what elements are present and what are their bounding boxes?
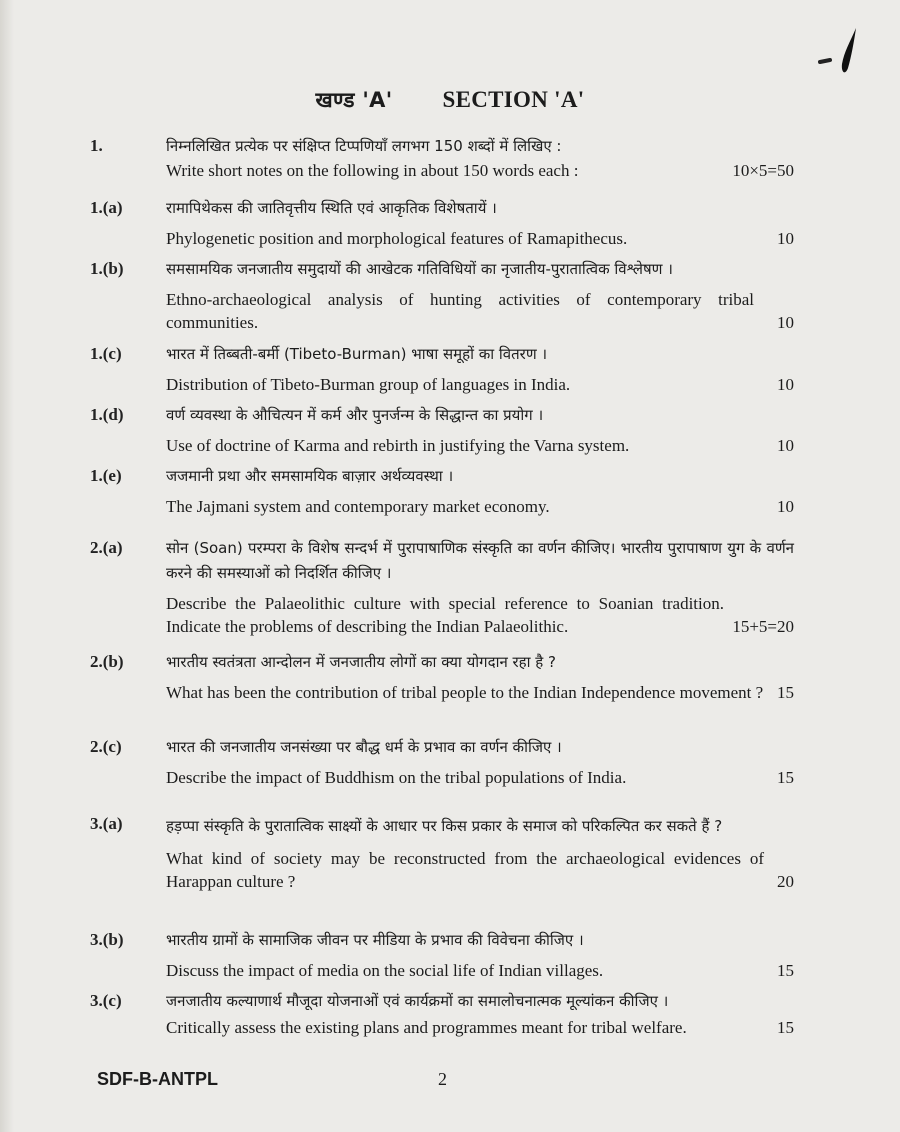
question-1d [80, 403, 800, 457]
question-2a [80, 536, 800, 638]
question-1e [80, 464, 800, 518]
question-marks: 15 [777, 768, 794, 787]
question-english: What has been the contribution of tribal people to the Indian Independence movement ? [166, 683, 764, 702]
question-english: Use of doctrine of Karma and rebirth in justifying the Varna system. [166, 436, 630, 455]
question-number: 1.(b) [90, 259, 124, 278]
question-text-hindi: भारत में तिब्बती-बर्मी (Tibeto-Burman) भाषा समूहों का वितरण । [166, 345, 548, 363]
question-text-english [166, 959, 794, 982]
question-number: 2.(b) [90, 652, 124, 671]
question-1b [80, 257, 800, 334]
question-text-english [166, 681, 794, 704]
question-number: 3.(c) [90, 991, 122, 1010]
question-text-english [166, 288, 794, 334]
question-english: Distribution of Tibeto-Burman group of languages in India. [166, 375, 571, 394]
question-marks: 10 [777, 436, 794, 455]
question-text-hindi: जजमानी प्रथा और समसामयिक बाज़ार अर्थव्यवस्था । [166, 467, 454, 485]
question-marks: 15 [777, 1018, 794, 1037]
question-text-hindi: समसामयिक जनजातीय समुदायों की आखेटक गतिविधियों का नृजातीय-पुरातात्विक विश्लेषण । [166, 260, 673, 278]
section-heading-hindi: खण्ड 'A' [315, 88, 393, 112]
question-number: 1.(a) [90, 198, 123, 217]
question-english: Describe the Palaeolithic culture with special reference to Soanian tradition. Indicate the problems of describing the Indian Palaeolithic. [166, 594, 724, 636]
question-text-hindi: वर्ण व्यवस्था के औचित्यन में कर्म और पुनर्जन्म के सिद्धान्त का प्रयोग । [166, 406, 544, 424]
question-3a [80, 812, 800, 893]
question-text-hindi: भारतीय ग्रामों के सामाजिक जीवन पर मीडिया के प्रभाव की विवेचना कीजिए । [166, 931, 584, 949]
question-marks: 15+5=20 [732, 617, 794, 636]
question-text-english [166, 592, 794, 638]
question-1a [80, 196, 800, 250]
question-text-english [166, 434, 794, 457]
paper-code: SDF-B-ANTPL [97, 1069, 218, 1089]
section-heading-english: SECTION 'A' [442, 87, 585, 112]
question-text-english [166, 766, 794, 789]
question-2c [80, 735, 800, 789]
pen-tick-mark [812, 22, 862, 82]
question-1 [80, 134, 800, 182]
question-number: 1.(e) [90, 466, 122, 485]
section-heading [0, 86, 900, 114]
question-english: Critically assess the existing plans and programmes meant for tribal welfare. [166, 1018, 687, 1037]
question-number: 2.(c) [90, 737, 122, 756]
question-text-hindi: निम्नलिखित प्रत्येक पर संक्षिप्त टिप्पणियाँ लगभग 150 शब्दों में लिखिए : [166, 137, 562, 155]
question-english: Ethno-archaeological analysis of hunting activities of contemporary tribal communities. [166, 290, 754, 332]
question-number: 1. [90, 136, 103, 155]
question-marks: 10 [777, 375, 794, 394]
question-3c [80, 989, 800, 1039]
question-english: The Jajmani system and contemporary market economy. [166, 497, 550, 516]
question-text-hindi: हड़प्पा संस्कृति के पुरातात्विक साक्ष्यों के आधार पर किस प्रकार के समाज को परिकल्पित कर सकते हैं ? [166, 817, 723, 835]
question-text-english [166, 495, 794, 518]
question-english: Describe the impact of Buddhism on the tribal populations of India. [166, 768, 627, 787]
page-number: 2 [438, 1069, 447, 1089]
question-number: 3.(b) [90, 930, 124, 949]
page-edge-shadow [0, 0, 14, 1132]
question-english: Discuss the impact of media on the social life of Indian villages. [166, 961, 604, 980]
question-1c [80, 342, 800, 396]
question-marks: 10 [777, 497, 794, 516]
question-number: 2.(a) [90, 538, 123, 557]
question-text-english [166, 159, 794, 182]
question-3b [80, 928, 800, 982]
question-text-english [166, 847, 794, 893]
question-marks: 10 [777, 229, 794, 248]
question-text-hindi: जनजातीय कल्याणार्थ मौजूदा योजनाओं एवं कार्यक्रमों का समालोचनात्मक मूल्यांकन कीजिए । [166, 992, 669, 1010]
question-number: 1.(c) [90, 344, 122, 363]
question-text-hindi: रामापिथेकस की जातिवृत्तीय स्थिति एवं आकृतिक विशेषतायें । [166, 199, 497, 217]
question-text-english [166, 373, 794, 396]
question-text-english [166, 1016, 794, 1039]
question-number: 3.(a) [90, 814, 123, 833]
question-text-hindi: भारत की जनजातीय जनसंख्या पर बौद्ध धर्म के प्रभाव का वर्णन कीजिए । [166, 738, 562, 756]
question-text-english [166, 227, 794, 250]
question-english: What kind of society may be reconstructed from the archaeological evidences of Harappan culture ? [166, 849, 764, 891]
question-marks: 10×5=50 [732, 161, 794, 180]
question-marks: 15 [777, 683, 794, 702]
question-marks: 15 [777, 961, 794, 980]
question-english: Phylogenetic position and morphological features of Ramapithecus. [166, 229, 628, 248]
question-number: 1.(d) [90, 405, 124, 424]
question-2b [80, 650, 800, 704]
question-marks: 20 [777, 872, 794, 891]
question-marks: 10 [777, 313, 794, 332]
question-english: Write short notes on the following in about 150 words each : [166, 161, 579, 180]
question-text-hindi: सोन (Soan) परम्परा के विशेष सन्दर्भ में पुरापाषाणिक संस्कृति का वर्णन कीजिए। भारतीय पुरापाषाण युग के वर्णन करने की समस्याओं को निदर्शित कीजिए । [166, 539, 794, 582]
question-text-hindi: भारतीय स्वतंत्रता आन्दोलन में जनजातीय लोगों का क्या योगदान रहा है ? [166, 653, 556, 671]
